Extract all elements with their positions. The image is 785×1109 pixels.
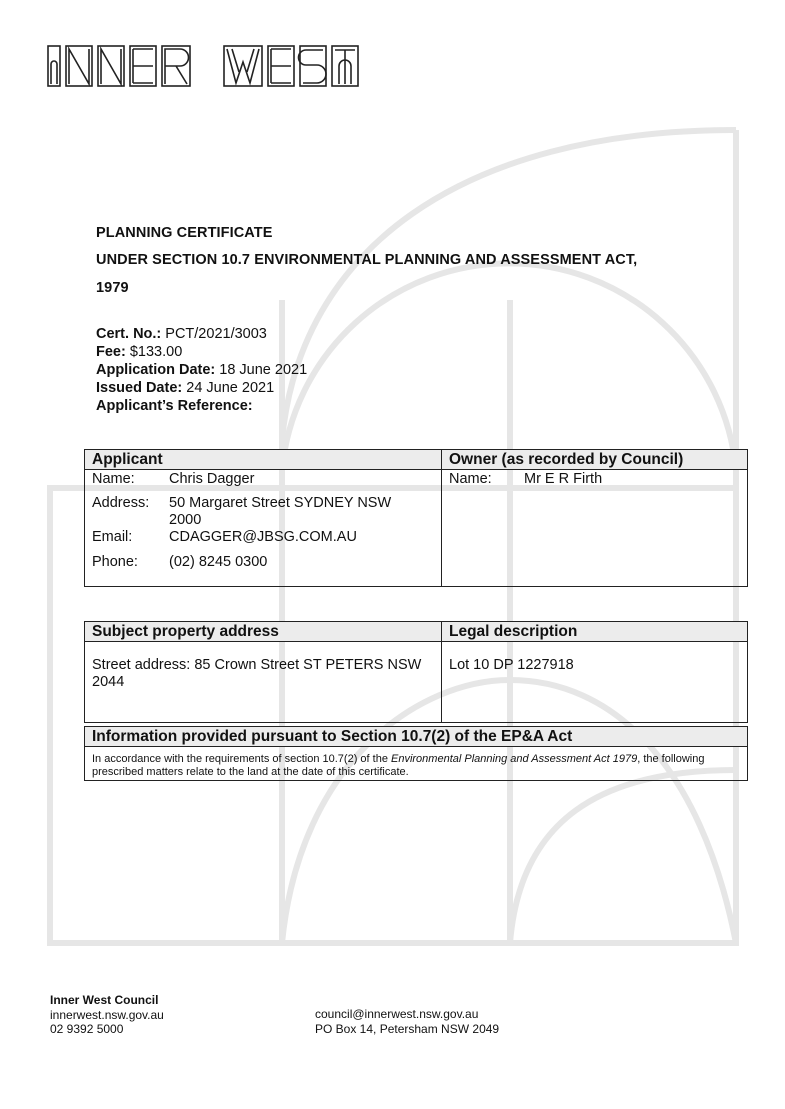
property-header: Subject property address xyxy=(85,622,442,642)
cert-number-label: Cert. No.: xyxy=(96,326,162,342)
footer-email: council@innerwest.nsw.gov.au xyxy=(315,1007,479,1021)
cert-number xyxy=(96,325,267,343)
information-table xyxy=(84,726,748,781)
applicant-phone-label: Phone: xyxy=(92,554,138,570)
application-date xyxy=(96,361,307,379)
information-header: Information provided pursuant to Section 10.7(2) of the EP&A Act xyxy=(85,727,748,747)
footer-phone: 02 9392 5000 xyxy=(50,1022,124,1036)
footer-org-name: Inner West Council xyxy=(50,993,159,1007)
applicant-header: Applicant xyxy=(85,450,442,470)
applicant-details xyxy=(85,470,442,587)
inner-west-logo xyxy=(46,44,386,88)
applicant-reference-label: Applicant’s Reference: xyxy=(96,398,253,414)
applicant-phone-value: (02) 8245 0300 xyxy=(169,554,268,570)
legal-description-value: Lot 10 DP 1227918 xyxy=(442,642,748,723)
issued-date-label: Issued Date: xyxy=(96,380,183,396)
information-text-part2: , the following prescribed matters relate to the land at the date of this certificate. xyxy=(92,753,705,778)
certificate-subtitle: UNDER SECTION 10.7 ENVIRONMENTAL PLANNING AND ASSESSMENT ACT, xyxy=(96,252,638,268)
owner-name-label: Name: xyxy=(449,471,492,487)
footer-council-contact xyxy=(50,993,164,1037)
applicant-reference xyxy=(96,397,253,415)
application-date-value: 18 June 2021 xyxy=(219,362,308,378)
applicant-email-label: Email: xyxy=(92,529,133,545)
owner-details xyxy=(442,470,748,587)
fee xyxy=(96,343,182,361)
applicant-owner-table xyxy=(84,449,748,587)
applicant-name-label: Name: xyxy=(92,471,135,487)
cert-number-value: PCT/2021/3003 xyxy=(165,326,267,342)
certificate-subtitle-year: 1979 xyxy=(96,280,129,296)
property-legal-table xyxy=(84,621,748,723)
information-text-act-name: Environmental Planning and Assessment Act 1979 xyxy=(391,753,638,765)
applicant-address-label: Address: xyxy=(92,495,150,511)
issued-date-value: 24 June 2021 xyxy=(186,380,275,396)
applicant-address-value: 50 Margaret Street SYDNEY NSW 2000 xyxy=(169,495,392,528)
footer-postal-contact xyxy=(315,1007,499,1036)
fee-label: Fee: xyxy=(96,344,126,360)
legal-header: Legal description xyxy=(442,622,748,642)
application-date-label: Application Date: xyxy=(96,362,216,378)
information-text xyxy=(85,747,748,781)
property-street-address: Street address: 85 Crown Street ST PETERS NSW 2044 xyxy=(85,642,442,723)
footer-po-box: PO Box 14, Petersham NSW 2049 xyxy=(315,1021,500,1036)
owner-name-value: Mr E R Firth xyxy=(524,471,603,487)
certificate-title: PLANNING CERTIFICATE xyxy=(96,225,273,241)
owner-header: Owner (as recorded by Council) xyxy=(442,450,748,470)
information-text-part1: In accordance with the requirements of section 10.7(2) of the xyxy=(92,753,391,765)
issued-date xyxy=(96,379,274,397)
footer-website: innerwest.nsw.gov.au xyxy=(50,1007,164,1022)
applicant-name-value: Chris Dagger xyxy=(169,471,255,487)
fee-value: $133.00 xyxy=(129,344,183,360)
applicant-email-value: CDAGGER@JBSG.COM.AU xyxy=(169,529,357,545)
